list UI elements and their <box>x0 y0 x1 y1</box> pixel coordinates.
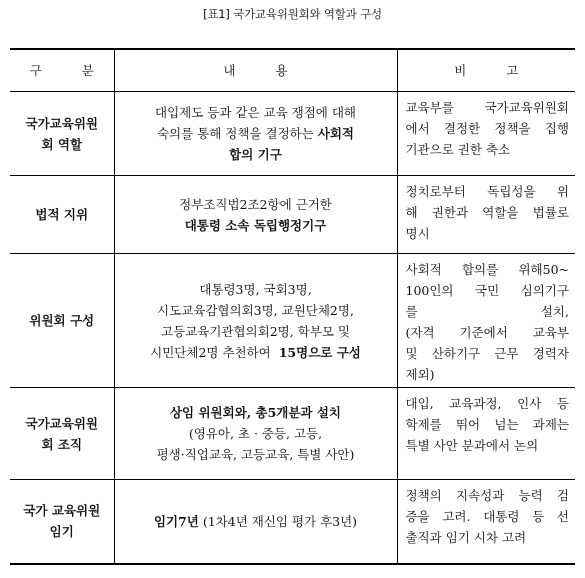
category-line: 국가교육위원 <box>25 115 98 131</box>
category-line: 회 조직 <box>41 436 83 452</box>
row-content <box>114 176 397 254</box>
note-line: 정책의 지속성과 능력 검 <box>405 488 569 503</box>
category-line: 법적 지위 <box>35 207 89 222</box>
row-category <box>10 388 114 480</box>
note-line: 특별 사안 분과에서 논의 <box>405 438 539 453</box>
content-line <box>121 321 391 342</box>
content-text: 대입제도 등과 같은 교육 쟁점에 대해 <box>155 105 356 120</box>
note-line: 교육부를 국가교육위원회 <box>405 100 569 115</box>
content-text: 대통령3명, 국회3명, <box>199 281 312 297</box>
note-line: 100인의 국민 심의기구 <box>405 283 569 298</box>
row-note <box>397 176 575 254</box>
content-text: 정부조직법2조2항에 근거한 <box>179 196 332 212</box>
content-line <box>121 511 391 532</box>
content-emphasis: 임기7년 <box>153 513 199 529</box>
table-row <box>10 480 575 564</box>
content-text: 숙의를 통해 정책을 결정하는 <box>156 126 318 141</box>
content-text: (영유아, 초 · 중등, 고등, <box>188 426 323 441</box>
note-line: 및 산하기구 근무 경력자 <box>405 346 569 361</box>
content-emphasis: 사회적 <box>317 126 355 141</box>
content-emphasis: 대통령 소속 독립행정기구 <box>184 217 327 233</box>
content-text: 시도교육감협의회3명, 교원단체2명, <box>157 302 354 318</box>
content-line <box>121 342 391 363</box>
policy-table <box>10 48 575 565</box>
table-row <box>10 176 575 254</box>
row-content <box>114 388 397 480</box>
note-line: 에서 결정한 정책을 집행 <box>405 121 569 136</box>
content-text: (1차4년 재신임 평가 후3년) <box>198 513 358 529</box>
content-line <box>121 402 391 423</box>
row-note <box>397 254 575 388</box>
content-line <box>121 444 391 465</box>
category-line: 회 역할 <box>41 136 83 152</box>
content-line <box>121 215 391 236</box>
row-content <box>114 92 397 176</box>
note-line: 를 설치, <box>405 304 569 319</box>
note-line: 증을 고려. 대통령 등 선 <box>405 509 569 524</box>
row-category <box>10 480 114 564</box>
note-line: 명시 <box>405 226 430 241</box>
category-line: 국가교육위원 <box>25 415 98 431</box>
table-row <box>10 92 575 176</box>
table-caption: [표1] 국가교육위원회와 역할과 구성 <box>203 7 382 21</box>
note-line: 학제를 뛰어 넘는 과제는 <box>405 417 569 432</box>
row-category <box>10 92 114 176</box>
table-header-row <box>10 49 575 92</box>
note-line: 기관으로 권한 축소 <box>405 142 511 157</box>
note-line: 출직과 임기 시차 고려 <box>405 530 527 545</box>
header-content: 내 용 <box>114 49 397 92</box>
note-line: 대입, 교육과정, 인사 등 <box>405 396 569 411</box>
content-line <box>121 144 391 165</box>
row-content <box>114 480 397 564</box>
row-note <box>397 388 575 480</box>
header-category: 구 분 <box>10 49 114 92</box>
note-line: 제외) <box>405 367 435 382</box>
row-note <box>397 92 575 176</box>
content-text: 고등교육기관협의회2명, 학부모 및 <box>161 323 350 339</box>
row-content <box>114 254 397 388</box>
table-row <box>10 388 575 480</box>
table-row <box>10 254 575 388</box>
note-line: 해 권한과 역할을 법률로 <box>405 205 569 220</box>
category-line: 국가 교육위원 <box>23 503 101 519</box>
content-emphasis: 합의 기구 <box>229 147 282 162</box>
content-text: 평생·직업교육, 고등교육, 특별 사안) <box>156 447 355 462</box>
content-line <box>121 279 391 300</box>
content-line <box>121 102 391 123</box>
content-line <box>121 194 391 215</box>
category-line: 임기 <box>49 524 74 540</box>
content-line <box>121 423 391 444</box>
note-line: 정치로부터 독립성을 위 <box>405 184 569 199</box>
category-line: 위원회 구성 <box>29 313 95 328</box>
content-line <box>121 300 391 321</box>
row-note <box>397 480 575 564</box>
note-line: (자격 기준에서 교육부 <box>405 325 569 340</box>
content-emphasis: 상임 위원회와, 총5개분과 설치 <box>169 405 341 420</box>
content-emphasis: 15명으로 구성 <box>278 344 361 360</box>
content-text: 시민단체2명 추천하여 <box>150 344 279 360</box>
note-line: 사회적 합의를 위해50~ <box>405 262 569 277</box>
row-category <box>10 254 114 388</box>
content-line <box>121 123 391 144</box>
row-category <box>10 176 114 254</box>
header-note: 비 고 <box>397 49 575 92</box>
